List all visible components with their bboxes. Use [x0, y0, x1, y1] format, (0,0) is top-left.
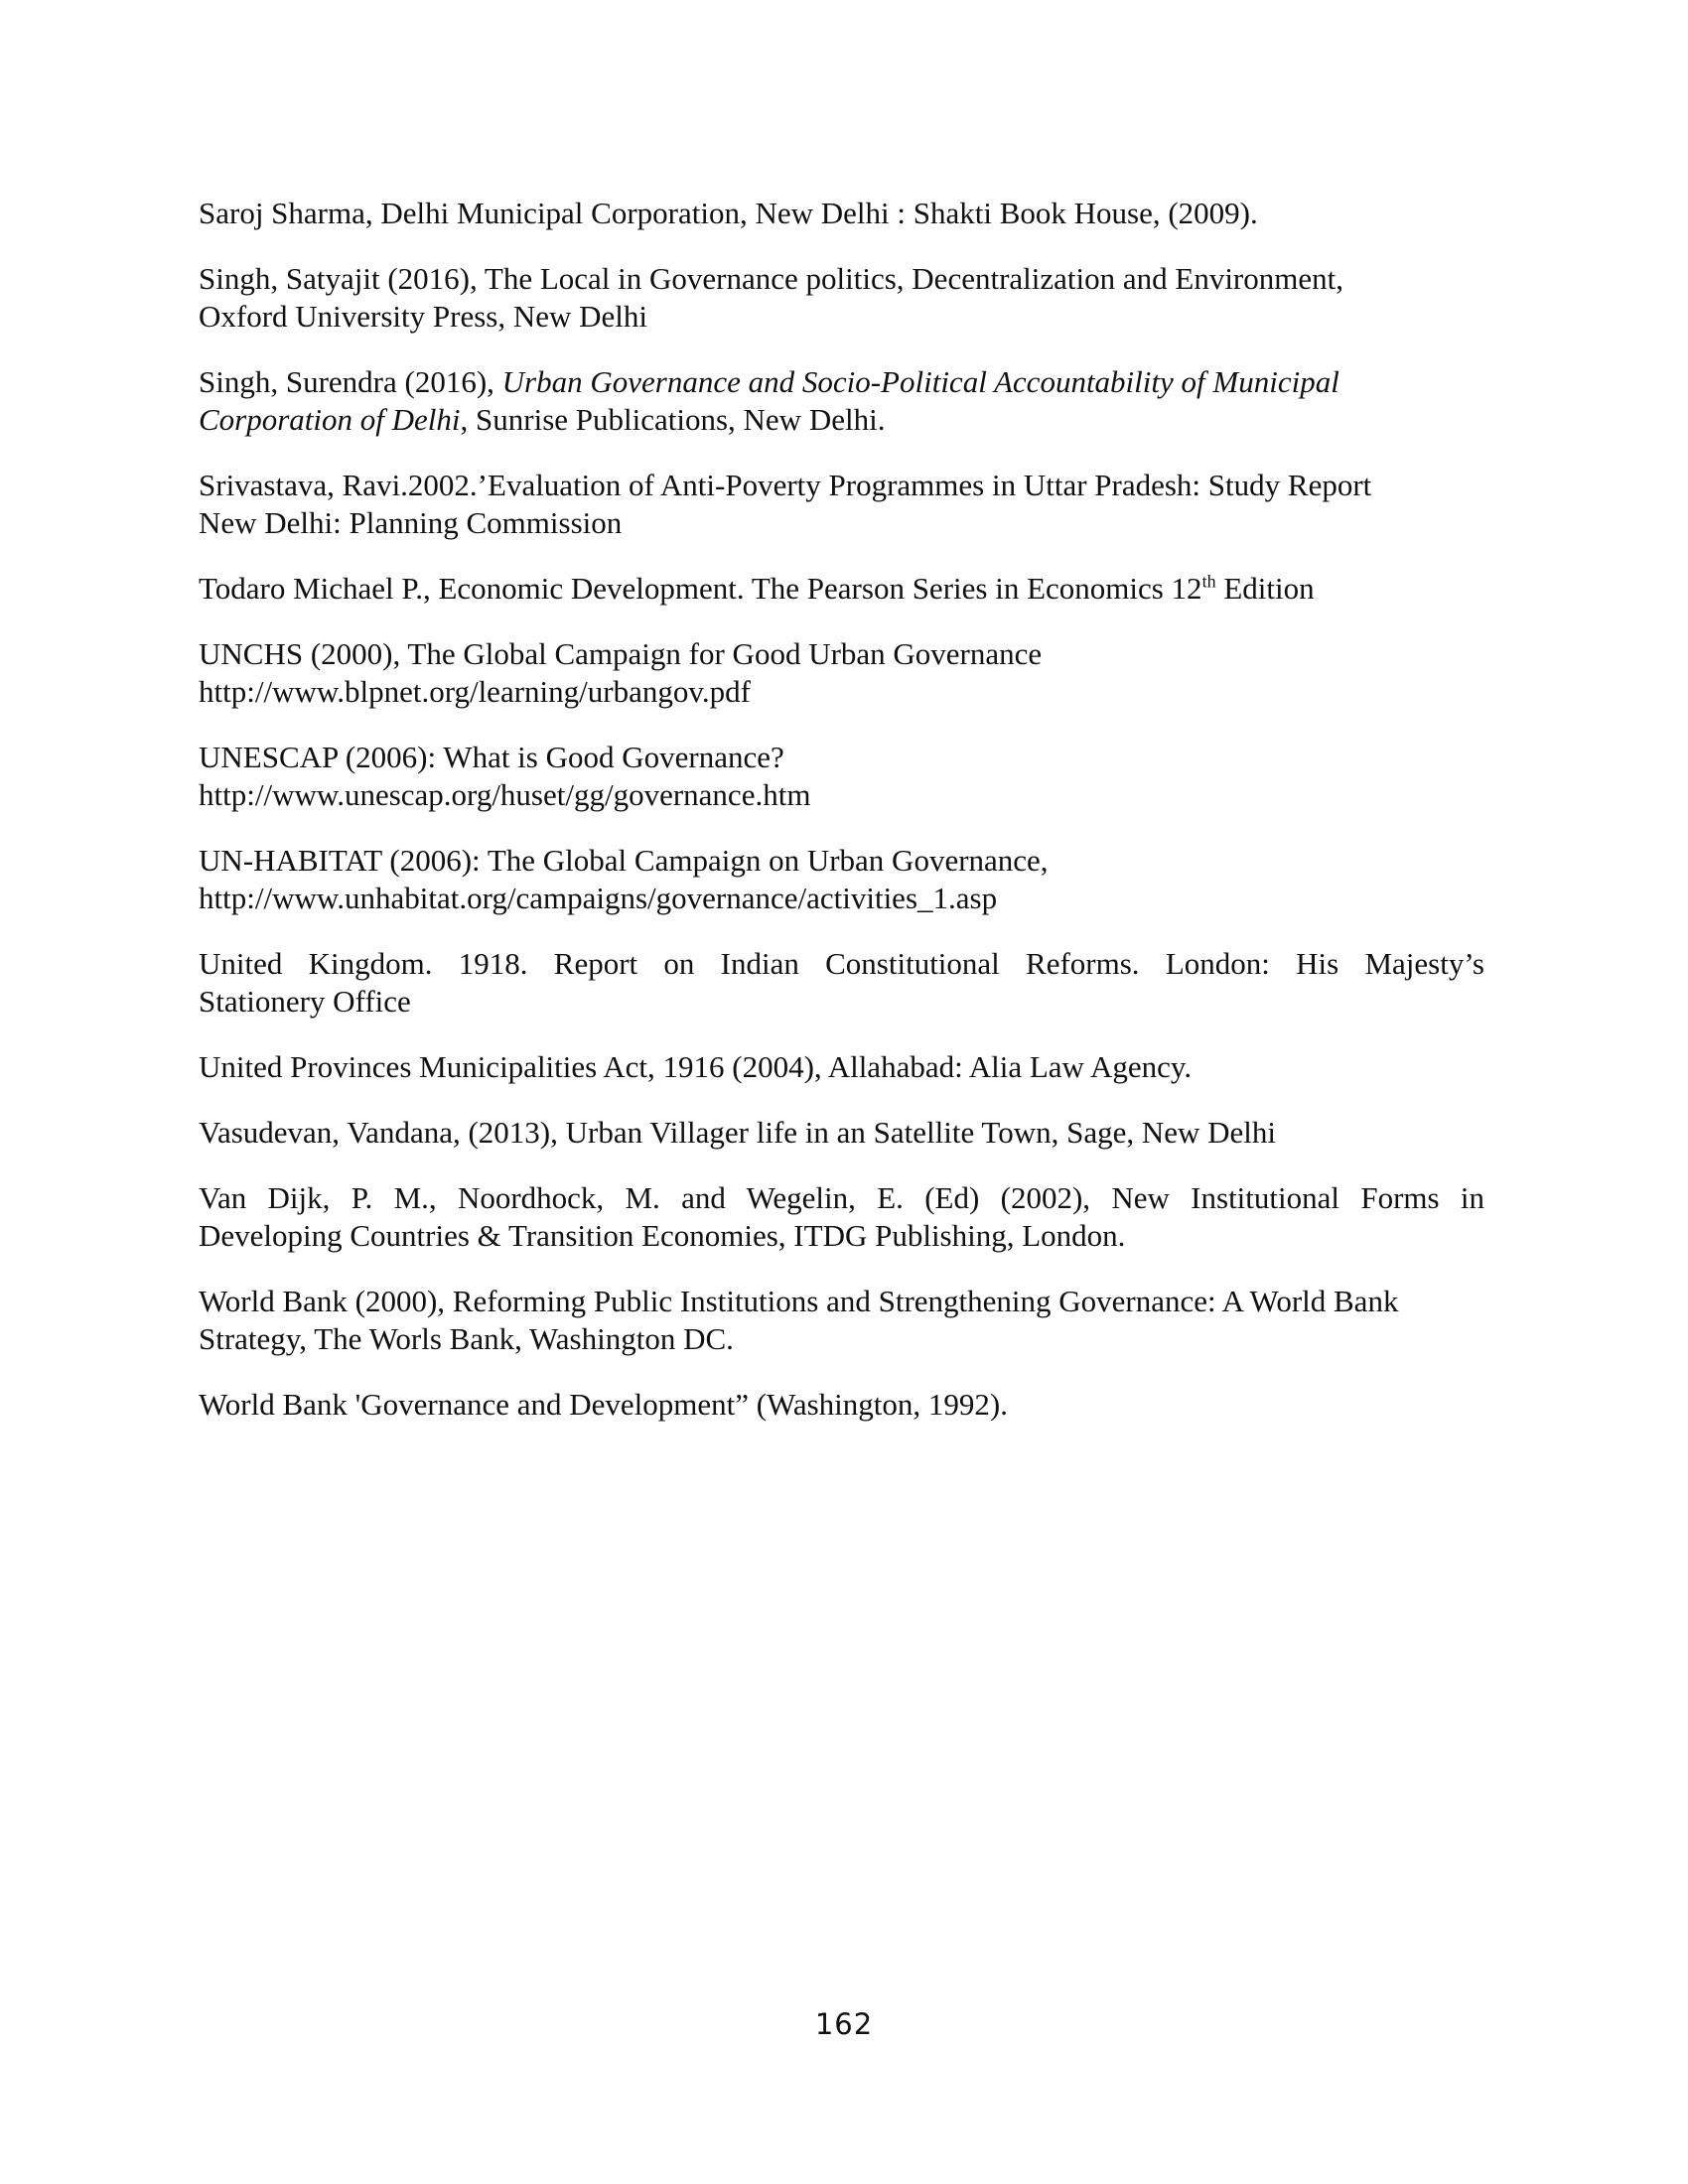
reference-text: Singh, Satyajit (2016), The Local in Governance politics, Decentralization and Environment, [199, 261, 1343, 296]
reference-text: Vasudevan, Vandana, (2013), Urban Villager life in an Satellite Town, Sage, New Delhi [199, 1115, 1276, 1150]
reference-text: United Kingdom. 1918. Report on Indian Constitutional Reforms. London: His Majesty’s [199, 946, 1484, 981]
reference-text: United Provinces Municipalities Act, 1916 (2004), Allahabad: Alia Law Agency. [199, 1049, 1193, 1084]
reference-text: Stationery Office [199, 984, 411, 1019]
reference-title: Urban Governance and Socio-Political Accountability of Municipal [501, 364, 1339, 399]
reference-item [199, 195, 1484, 232]
reference-url: http://www.blpnet.org/learning/urbangov.pdf [199, 674, 751, 709]
reference-text: New Delhi: Planning Commission [199, 505, 623, 540]
reference-item [199, 570, 1484, 608]
reference-text: Strategy, The Worls Bank, Washington DC. [199, 1321, 734, 1356]
reference-item [199, 739, 1484, 814]
reference-item [199, 945, 1484, 1021]
reference-text: Saroj Sharma, Delhi Municipal Corporation, New Delhi : Shakti Book House, (2009). [199, 196, 1258, 230]
reference-line [199, 363, 1484, 401]
reference-text: Singh, Surendra (2016), [199, 364, 502, 399]
reference-item [199, 467, 1484, 542]
reference-text: World Bank (2000), Reforming Public Institutions and Strengthening Governance: A World Bank [199, 1284, 1399, 1318]
page-number: 162 [814, 2007, 874, 2041]
reference-item [199, 1386, 1484, 1424]
reference-item [199, 1179, 1484, 1255]
reference-item [199, 842, 1484, 917]
superscript: th [1201, 571, 1216, 592]
reference-line [199, 570, 1484, 608]
reference-text: Van Dijk, P. M., Noordhock, M. and Wegelin, E. (Ed) (2002), New Institutional Forms in [199, 1180, 1484, 1215]
reference-text: UN-HABITAT (2006): The Global Campaign on Urban Governance, [199, 843, 1049, 878]
reference-text: Todaro Michael P., Economic Development. The Pearson Series in Economics 12 [199, 571, 1202, 606]
reference-item [199, 1048, 1484, 1086]
reference-item [199, 1283, 1484, 1358]
reference-text: UNESCAP (2006): What is Good Governance? [199, 740, 784, 774]
reference-item [199, 260, 1484, 336]
reference-list [199, 195, 1484, 1451]
reference-line [199, 401, 1484, 439]
reference-text: UNCHS (2000), The Global Campaign for Good Urban Governance [199, 636, 1043, 671]
reference-text: Edition [1215, 571, 1315, 606]
reference-url: http://www.unhabitat.org/campaigns/governance/activities_1.asp [199, 881, 998, 915]
reference-item [199, 1114, 1484, 1152]
reference-text: Developing Countries & Transition Economies, ITDG Publishing, London. [199, 1218, 1126, 1253]
reference-text: Oxford University Press, New Delhi [199, 299, 648, 334]
reference-item [199, 363, 1484, 439]
reference-text: Srivastava, Ravi.2002.’Evaluation of Anti-Poverty Programmes in Uttar Pradesh: Study Report [199, 468, 1372, 502]
reference-url: http://www.unescap.org/huset/gg/governance.htm [199, 777, 811, 812]
reference-item [199, 635, 1484, 711]
reference-title: Corporation of Delhi [199, 402, 461, 437]
reference-text: World Bank 'Governance and Development” (Washington, 1992). [199, 1387, 1008, 1422]
reference-text: , Sunrise Publications, New Delhi. [460, 402, 886, 437]
